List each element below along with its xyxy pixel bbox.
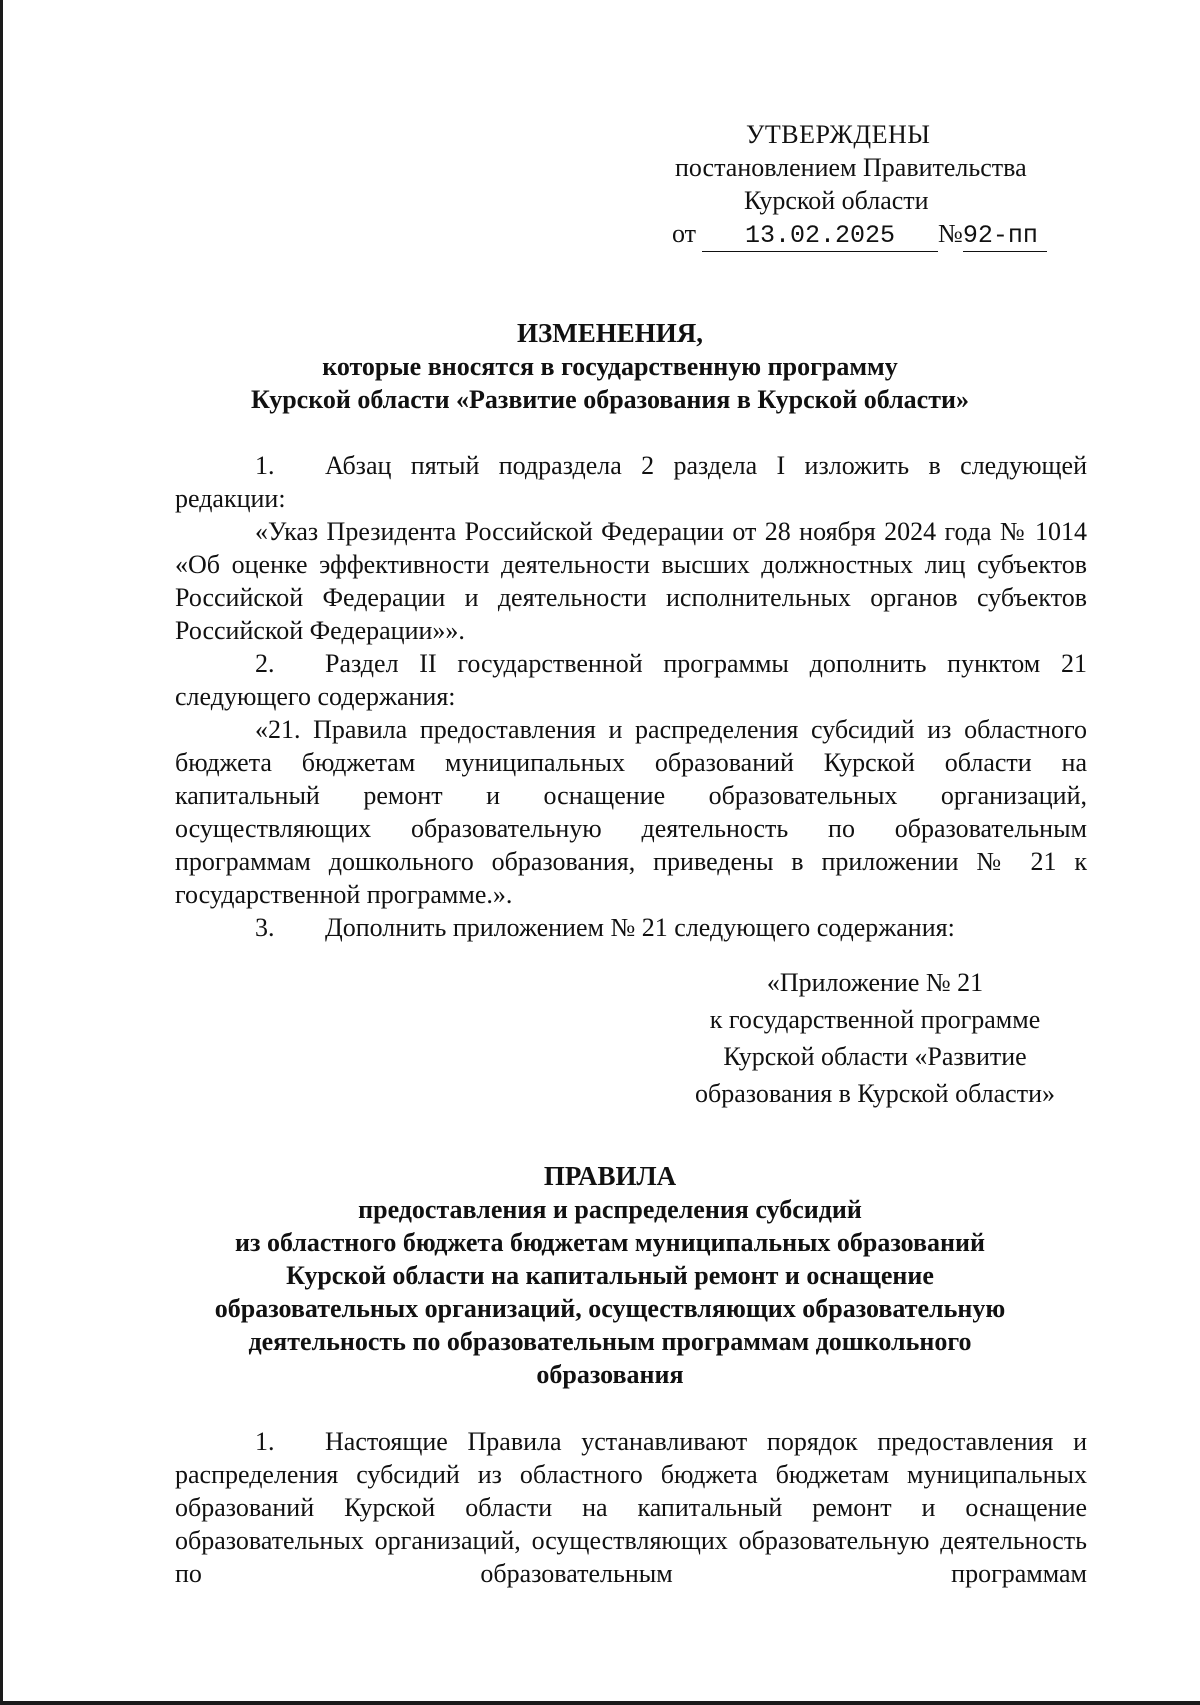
appendix-line-3: Курской области «Развитие xyxy=(723,1042,1027,1071)
item-1 xyxy=(175,449,1087,515)
rules-subtitle-5: деятельность по образовательным программам дошкольного xyxy=(248,1327,972,1356)
appendix-note xyxy=(655,964,1095,1112)
item-text: Настоящие Правила устанавливают порядок предоставления и распределения субсидий из областного бюджета бюджетам муниципальных образований Курской области на капитальный ремонт и оснащение образовательных организаций, осуществляющих образовательную деятельность по образовательным программам xyxy=(175,1427,1087,1588)
rules-body xyxy=(175,1425,1087,1590)
rules-subtitle-1: предоставления и распределения субсидий xyxy=(358,1195,862,1224)
item-3 xyxy=(175,911,1087,944)
changes-heading xyxy=(160,317,1060,416)
scan-left-edge xyxy=(0,0,3,1705)
item-text: Раздел II государственной программы дополнить пунктом 21 следующего содержания: xyxy=(175,649,1087,711)
item-number: 1. xyxy=(255,451,275,480)
scan-bottom-edge xyxy=(0,1701,1200,1705)
item-text: Дополнить приложением № 21 следующего содержания: xyxy=(325,913,955,942)
approval-title: УТВЕРЖДЕНЫ xyxy=(746,120,931,149)
rules-subtitle-4: образовательных организаций, осуществляющих образовательную xyxy=(214,1294,1006,1323)
rules-subtitle-3: Курской области на капитальный ремонт и оснащение xyxy=(286,1261,934,1290)
item-2 xyxy=(175,647,1087,713)
appendix-line-1: «Приложение № 21 xyxy=(766,968,984,997)
quote-1: «Указ Президента Российской Федерации от 28 ноября 2024 года № 1014 «Об оценке эффективности деятельности высших должностных лиц субъектов Российской Федерации и деятельности исполнительных органов субъектов Российской Федерации»». xyxy=(175,517,1087,645)
approval-date: 13.02.2025 xyxy=(702,221,938,252)
rules-item-1 xyxy=(175,1425,1087,1590)
appendix-line-2: к государственной программе xyxy=(709,1005,1041,1034)
item-text: Абзац пятый подраздела 2 раздела I изложить в следующей редакции: xyxy=(175,451,1087,513)
changes-subtitle-2: Курской области «Развитие образования в Курской области» xyxy=(251,385,969,414)
approval-number: 92-пп xyxy=(963,221,1047,252)
date-prefix: от xyxy=(672,219,697,248)
item-number: 1. xyxy=(255,1427,275,1456)
approval-date-line xyxy=(660,217,1100,253)
rules-subtitle-6: образования xyxy=(536,1360,684,1389)
changes-body xyxy=(175,449,1087,944)
appendix-line-4: образования в Курской области» xyxy=(695,1079,1055,1108)
changes-title: ИЗМЕНЕНИЯ, xyxy=(516,318,703,348)
rules-heading xyxy=(160,1160,1060,1391)
item-number: 3. xyxy=(255,913,275,942)
approval-region: Курской области xyxy=(744,186,929,215)
changes-subtitle-1: которые вносятся в государственную программу xyxy=(322,352,898,381)
item-number: 2. xyxy=(255,649,275,678)
rules-title: ПРАВИЛА xyxy=(543,1161,677,1191)
rules-subtitle-2: из областного бюджета бюджетам муниципальных образований xyxy=(235,1228,985,1257)
approval-block xyxy=(660,118,1100,253)
quote-2: «21. Правила предоставления и распределения субсидий из областного бюджета бюджетам муниципальных образований Курской области на капитальный ремонт и оснащение образовательных организаций, осуществляющих образовательную деятельность по образовательным программам дошкольного образования, приведены в приложении № 21 к государственной программе.». xyxy=(175,715,1087,909)
approval-authority: постановлением Правительства xyxy=(675,153,1027,182)
number-prefix: № xyxy=(938,219,963,248)
